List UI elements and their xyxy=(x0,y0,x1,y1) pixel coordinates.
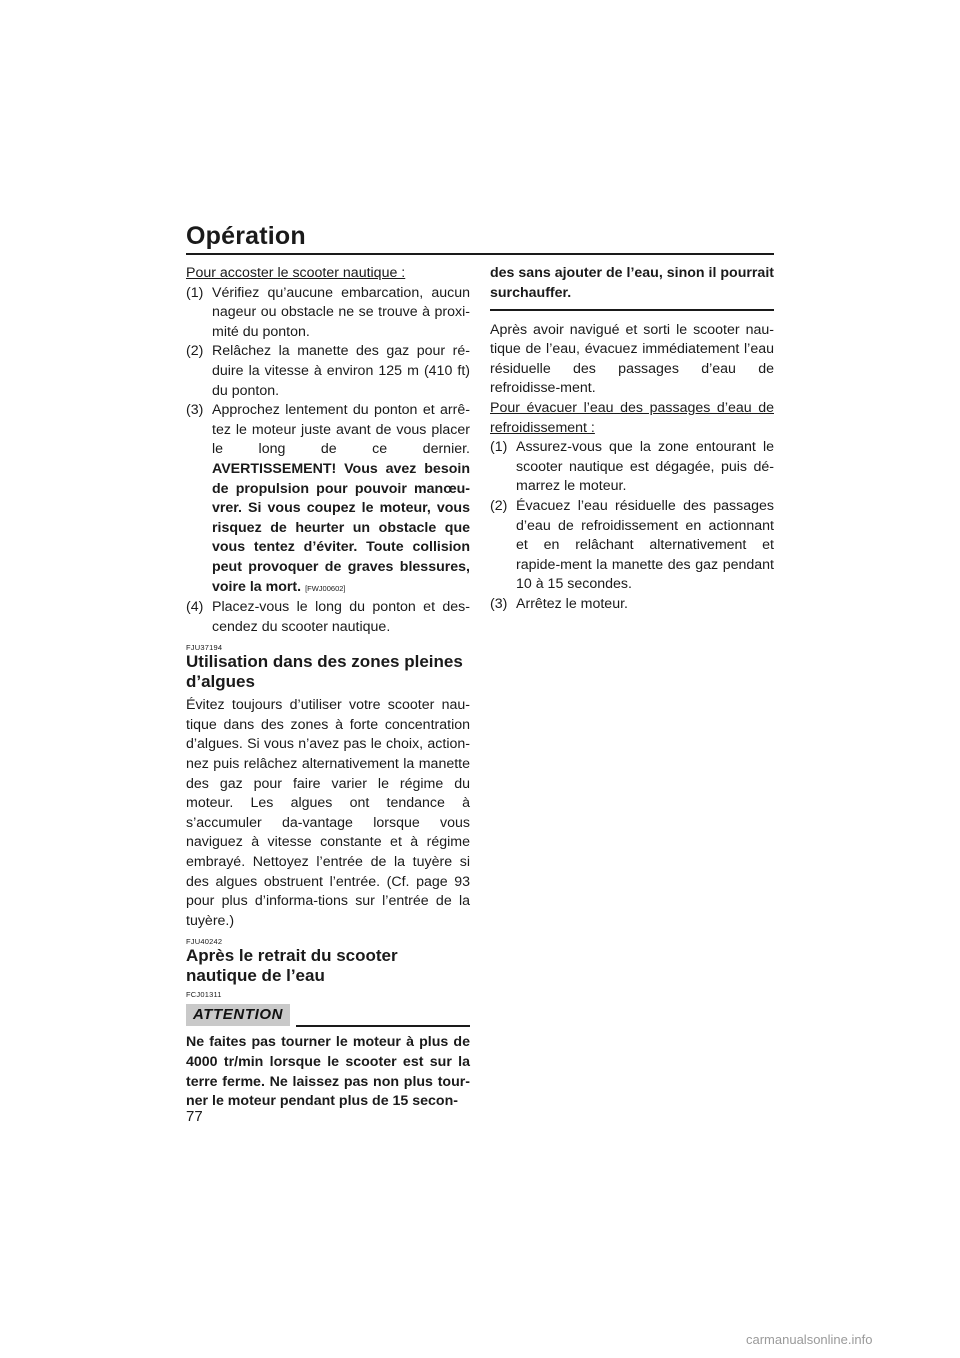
step-text: Relâchez la manette des gaz pour ré-duire la vitesse à environ 125 m (410 ft) du ponton. xyxy=(212,343,470,399)
left-column xyxy=(186,264,470,1112)
attention-header xyxy=(186,1001,470,1027)
watermark: carmanualsonline.info xyxy=(746,1332,873,1347)
attention-end-rule xyxy=(490,309,774,311)
attention-code: FCJ01311 xyxy=(186,990,222,1000)
drain-step xyxy=(490,438,774,497)
title-rule xyxy=(186,253,774,255)
section-code: FJU37194 xyxy=(186,643,223,653)
step-text: Évacuez l’eau résiduelle des passages d’eau de refroidissement en actionnant et en relâchant alternativement et rapide-ment la manette des gaz pendant 10 à 15 secondes. xyxy=(516,498,774,593)
step-number: (2) xyxy=(186,343,204,360)
step-number: (3) xyxy=(186,402,204,419)
section-code: FJU40242 xyxy=(186,937,223,947)
step-number: (1) xyxy=(490,439,508,456)
step-text-block xyxy=(212,401,470,598)
right-column xyxy=(490,264,774,615)
page-number: 77 xyxy=(186,1108,203,1125)
step-number: (2) xyxy=(490,498,508,515)
warning-code: [FWJ00602] xyxy=(305,583,346,593)
attention-text: Ne faites pas tourner le moteur à plus de 4000 tr/min lorsque le scooter est sur la terre ferme. Ne laissez pas non plus tour-ner le moteur pendant plus de 15 secon- xyxy=(186,1034,470,1110)
step-number: (4) xyxy=(186,599,204,616)
step-text: Placez-vous le long du ponton et des-cendez du scooter nautique. xyxy=(212,599,470,635)
attention-text-continued: des sans ajouter de l’eau, sinon il pourrait surchauffer. xyxy=(490,265,774,301)
step-text: Approchez lentement du ponton et arrê-tez le moteur juste avant de vous placer le long de ce dernier. xyxy=(212,402,470,458)
docking-step xyxy=(186,598,470,637)
drain-subtitle: Pour évacuer l’eau des passages d’eau de refroidissement : xyxy=(490,400,774,436)
drain-step xyxy=(490,595,774,615)
intro-paragraph: Après avoir navigué et sorti le scooter nau-tique de l’eau, évacuez immédiatement l’eau résiduelle des passages d’eau de refroidisse-ment. xyxy=(490,321,774,397)
attention-badge: ATTENTION xyxy=(186,1004,290,1026)
docking-step xyxy=(186,401,470,598)
page-title: Opération xyxy=(186,222,306,250)
step-number: (1) xyxy=(186,284,204,301)
docking-subtitle: Pour accoster le scooter nautique : xyxy=(186,265,406,281)
step-text: Vérifiez qu’aucune embarcation, aucun nageur ou obstacle ne se trouve à proxi-mité du ponton. xyxy=(212,284,470,340)
section-heading-algae: Utilisation dans des zones pleines d’algues xyxy=(186,652,463,692)
step-text: Arrêtez le moteur. xyxy=(516,596,628,612)
docking-step xyxy=(186,342,470,401)
section-heading-removal: Après le retrait du scooter nautique de l’eau xyxy=(186,946,398,986)
step-number: (3) xyxy=(490,596,508,612)
step-text: Assurez-vous que la zone entourant le scooter nautique est dégagée, puis dé-marrez le moteur. xyxy=(516,439,774,495)
warning-text: AVERTISSEMENT! Vous avez besoin de propulsion pour pouvoir manœu-vrer. Si vous coupez le moteur, vous risquez de heurter un obstacle que vous tentez d’éviter. Toute collision peut provoquer de graves blessures, voire la mort. xyxy=(212,460,470,595)
attention-rule xyxy=(296,1025,470,1027)
drain-step xyxy=(490,497,774,595)
algae-paragraph: Évitez toujours d’utiliser votre scooter nau-tique dans des zones à forte concentration d’algues. Si vous n’avez pas le choix, action-nez puis relâchez alternativement la manette des gaz pour faire varier le régime du moteur. Les algues ont tendance à s’accumuler da-vantage lorsque vous naviguez à vitesse constante et à régime embrayé. Nettoyez l’entrée de la tuyère si des algues obstruent l’entrée. (Cf. page 93 pour plus d’informa-tions sur l’entrée de la tuyère.) xyxy=(186,697,470,929)
docking-step xyxy=(186,284,470,343)
